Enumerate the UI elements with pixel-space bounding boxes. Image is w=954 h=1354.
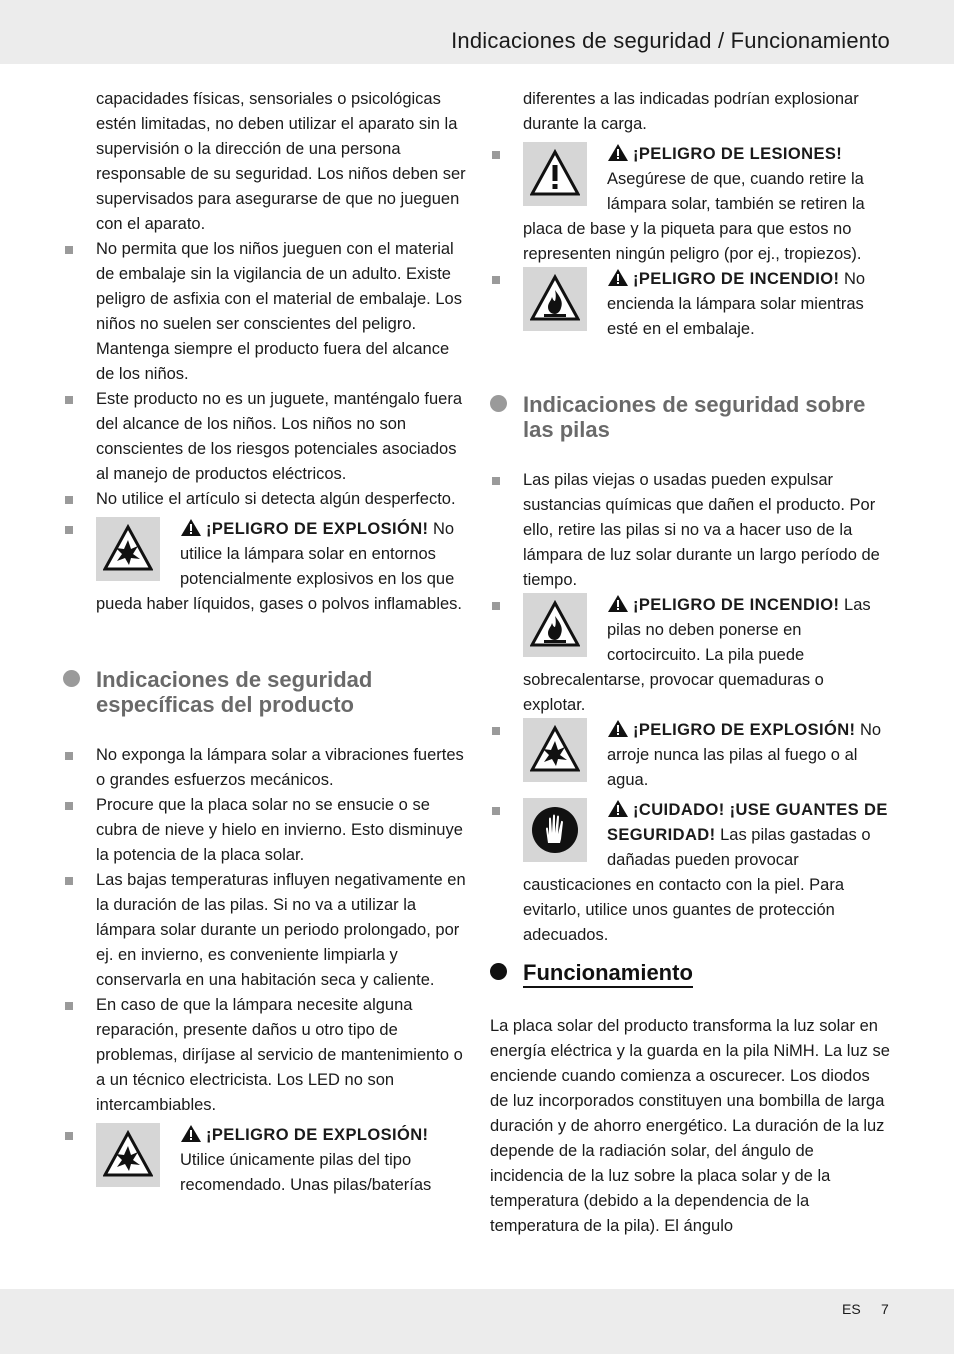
warning-explosion — [96, 1123, 468, 1198]
explosion-pictogram-icon — [96, 1123, 160, 1187]
section-bullet-icon — [490, 963, 507, 980]
function-section — [490, 960, 890, 1239]
left-column — [96, 87, 468, 1198]
warning-title: ¡CUIDADO! ¡USE GUANTES DE SEGURIDAD! — [607, 801, 888, 844]
warning-text: No utilice la lámpara solar en entornos potencialmente explosivos en los que pueda haber líquidos, gases o polvos inflamables. — [96, 520, 462, 613]
warning-title: ¡PELIGRO DE EXPLOSIÓN! — [206, 520, 429, 538]
warning-fire — [523, 593, 890, 718]
section-bullet-icon — [63, 670, 80, 687]
warning-title: ¡PELIGRO DE INCENDIO! — [633, 270, 840, 288]
bullet-item: En caso de que la lámpara necesite alguna reparación, presente daños u otro tipo de problemas, diríjase al servicio de mantenimiento o a un técnico electricista. Los LED no son intercambiables. — [96, 993, 468, 1118]
warning-title: ¡PELIGRO DE INCENDIO! — [633, 596, 840, 614]
warning-triangle-icon — [180, 1124, 202, 1143]
warning-text: Utilice únicamente pilas del tipo recomendado. Unas pilas/baterías — [180, 1151, 432, 1194]
bullet-item: Las bajas temperaturas influyen negativamente en la duración de las pilas. Si no va a utilizar la lámpara solar durante un periodo prolongado, por ej. en invierno, es conveniente limpiarla y conservarla en una habitación seca y caliente. — [96, 868, 468, 993]
section-bullet-icon — [490, 395, 507, 412]
warning-text: No arroje nunca las pilas al fuego o al agua. — [607, 721, 882, 789]
warning-text: Las pilas no deben ponerse en cortocircuito. La pila puede sobrecalentarse, provocar quemaduras o explotar. — [523, 596, 871, 714]
fire-pictogram-icon — [523, 267, 587, 331]
warning-text: Asegúrese de que, cuando retire la lámpara solar, también se retiren la placa de base y la piqueta para que estos no representen ningún peligro (por ej., tropiezos). — [523, 170, 865, 263]
warning-text: No encienda la lámpara solar mientras esté en el embalaje. — [607, 270, 866, 338]
gloves-pictogram-icon — [523, 798, 587, 862]
fire-pictogram-icon — [523, 593, 587, 657]
warning-title: ¡PELIGRO DE LESIONES! — [633, 145, 843, 163]
warning-triangle-icon — [607, 594, 629, 613]
bullet-item: Este producto no es un juguete, manténgalo fuera del alcance de los niños. Los niños no son conscientes de los riesgos potenciales asociados al manejo de productos eléctricos. — [96, 387, 468, 487]
paragraph: diferentes a las indicadas podrían explosionar durante la carga. — [523, 90, 859, 133]
warning-pictogram-icon — [523, 142, 587, 206]
section-heading: Indicaciones de seguridad sobre las pilas — [523, 392, 890, 442]
warning-injury — [523, 142, 890, 267]
bullet-item: No permita que los niños jueguen con el material de embalaje sin la vigilancia de un adulto. Existe peligro de asfixia con el material de embalaje. Los niños no suelen ser conscientes del peligro. Mantenga siempre el producto fuera del alcance de los niños. — [96, 237, 468, 387]
right-column — [523, 87, 890, 948]
explosion-pictogram-icon — [523, 718, 587, 782]
warning-triangle-icon — [607, 799, 629, 818]
warning-gloves — [523, 798, 890, 948]
warning-triangle-icon — [607, 143, 629, 162]
warning-fire — [523, 267, 890, 342]
warning-title: ¡PELIGRO DE EXPLOSIÓN! — [633, 721, 856, 739]
page-header — [0, 0, 954, 64]
bullet-item: No utilice el artículo si detecta algún desperfecto. — [96, 487, 468, 512]
section-heading: Funcionamiento — [490, 960, 890, 988]
paragraph: capacidades físicas, sensoriales o psicológicas estén limitadas, no deben utilizar el aparato sin la supervisión o la dirección de una persona responsable de su seguridad. Los niños deben ser supervisados para asegurarse de que no jueguen con el aparato. — [96, 90, 466, 233]
warning-triangle-icon — [607, 268, 629, 287]
page-number: 7 — [881, 1301, 889, 1317]
warning-explosion — [523, 718, 890, 793]
warning-text: Las pilas gastadas o dañadas pueden provocar causticaciones en contacto con la piel. Para evitarlo, utilice unos guantes de protección adecuados. — [523, 826, 871, 944]
bullet-item: Las pilas viejas o usadas pueden expulsar sustancias químicas que dañen el producto. Por ello, retire las pilas si no va a hacer uso de la lámpara de luz solar durante un largo período de tiempo. — [523, 468, 890, 593]
page-title: Indicaciones de seguridad / Funcionamiento — [451, 28, 890, 53]
warning-title: ¡PELIGRO DE EXPLOSIÓN! — [206, 1126, 429, 1144]
paragraph: La placa solar del producto transforma la luz solar en energía eléctrica y la guarda en la pila NiMH. La luz se enciende cuando comienza a oscurecer. Los diodos de luz incorporados constituyen una bombilla de larga duración y de ahorro energético. La duración de la luz depende de la radiación solar, del ángulo de incidencia de la luz sobre la placa solar y de la temperatura (debido a la dependencia de la temperatura de la pila). El ángulo — [490, 1017, 890, 1235]
bullet-item: No exponga la lámpara solar a vibraciones fuertes o grandes esfuerzos mecánicos. — [96, 743, 468, 793]
bullet-item: Procure que la placa solar no se ensucie o se cubra de nieve y hielo en invierno. Esto disminuye la potencia de la placa solar. — [96, 793, 468, 868]
warning-triangle-icon — [607, 719, 629, 738]
page-footer — [0, 1289, 954, 1354]
warning-triangle-icon — [180, 518, 202, 537]
explosion-pictogram-icon — [96, 517, 160, 581]
section-heading: Indicaciones de seguridad específicas del producto — [96, 667, 468, 717]
language-code: ES — [842, 1301, 861, 1317]
warning-explosion — [96, 517, 468, 617]
